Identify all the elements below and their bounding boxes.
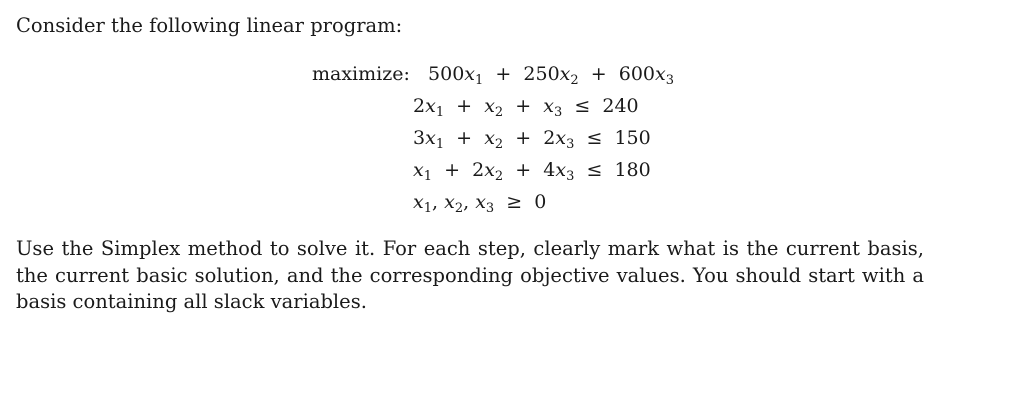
constraint-2-rhs: 150 xyxy=(614,127,651,149)
constraint-1: $2x_1 + x_2 + x_3 \le 240$ xyxy=(413,95,639,120)
constraint-3-rhs: 180 xyxy=(614,159,651,181)
constraint-2-coef-3: 2 xyxy=(543,127,556,149)
instructions-paragraph: Use the Simplex method to solve it. For each step, clearly mark what is the current basis, the current basic solution, and the corresponding objective values. You should start with a basis containing all slack variables. xyxy=(16,237,924,313)
constraint-3: $x_1 + 2x_2 + 4x_3 \le 180$ xyxy=(413,159,651,184)
constraint-1-rhs: 240 xyxy=(602,95,639,117)
nonneg-rhs: 0 xyxy=(534,191,547,213)
constraint-3-coef-3: 4 xyxy=(543,159,556,181)
objective-coef-3: 600 xyxy=(618,63,656,85)
constraint-3-coef-2: 2 xyxy=(472,159,485,181)
constraint-2-coef-1: 3 xyxy=(413,127,426,149)
objective-row: maximize: $500x_1 + 250x_2 + 600x_3$ xyxy=(312,63,675,88)
objective-label: maximize: xyxy=(312,63,410,85)
objective-coef-2: 250 xyxy=(523,63,560,85)
objective-coef-1: 500 xyxy=(428,63,465,85)
problem-intro: Consider the following linear program: xyxy=(16,14,403,37)
constraint-2: $3x_1 + x_2 + 2x_3 \le 150$ xyxy=(413,127,651,152)
constraint-1-coef-1: 2 xyxy=(413,95,426,117)
nonnegativity-constraint: $x_1$, $x_2$, $x_3 \ge 0$ xyxy=(413,191,547,216)
